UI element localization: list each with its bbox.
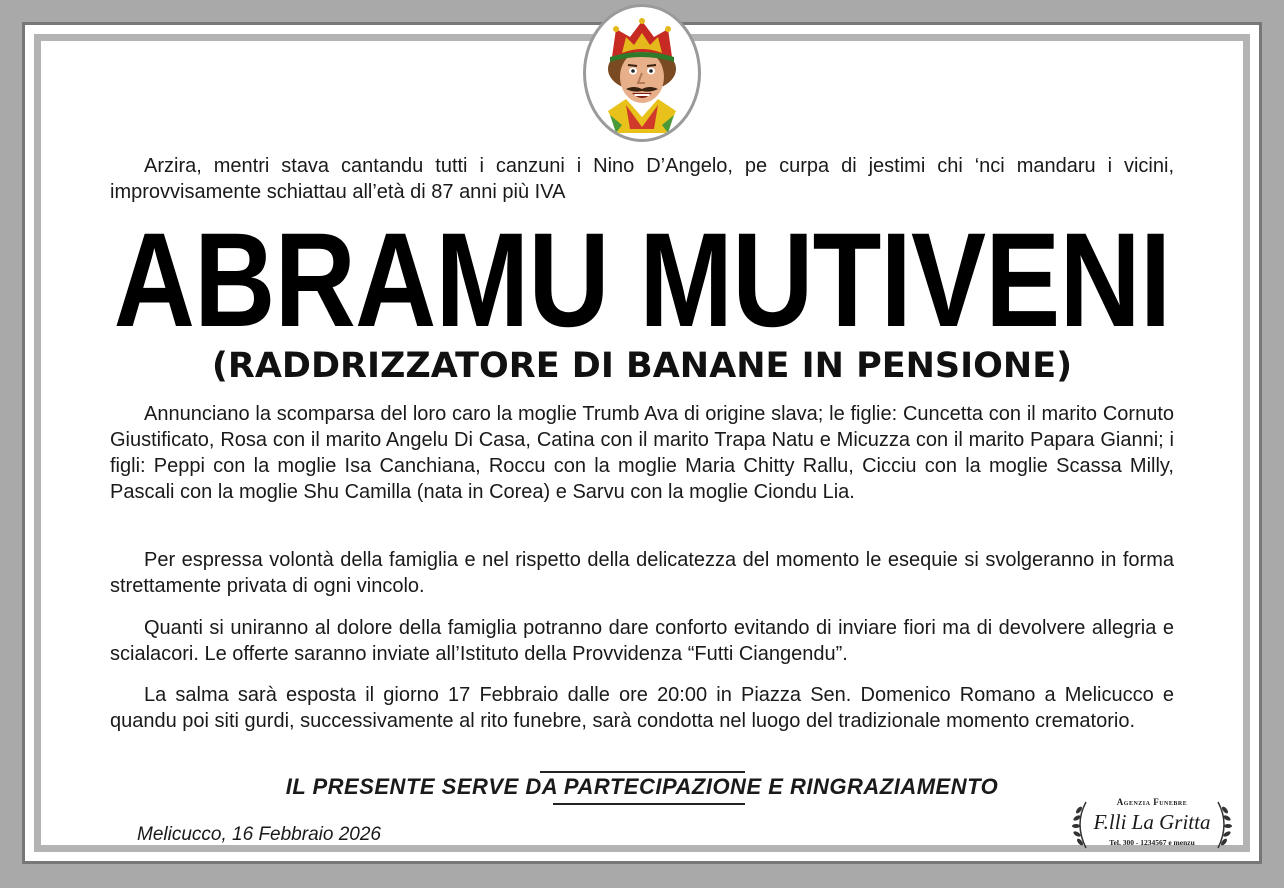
agency-name: F.lli La Gritta: [1093, 810, 1211, 834]
closing-statement: IL PRESENTE SERVE DA PARTECIPAZIONE E RINGRAZIAMENTO: [285, 774, 999, 799]
closing-rule-top: [540, 771, 745, 773]
deceased-name: ABRAMU MUTIVENI: [113, 206, 1171, 355]
agency-label: Agenzia Funebre: [1116, 797, 1188, 807]
agency-phone: Tel. 300 - 1234567 e menzu: [1109, 838, 1195, 847]
jester-portrait-icon: [583, 4, 701, 142]
dateline: Melicucco, 16 Febbraio 2026: [137, 824, 381, 845]
viewing-paragraph: La salma sarà esposta il giorno 17 Febbraio dalle ore 20:00 in Piazza Sen. Domenico Romano a Melicucco e quandu poi siti gurdi, successivamente al rito funebre, sarà condotta nel luogo del tradizionale momento crematorio.: [110, 684, 1174, 732]
deceased-role: (RADDRIZZATORE DI BANANE IN PENSIONE): [211, 346, 1073, 386]
funeral-privacy-paragraph: Per espressa volontà della famiglia e nel rispetto della delicatezza del momento le esequie si svolgeranno in forma strettamente privata di ogni vincolo.: [110, 549, 1174, 597]
closing-rule-bottom: [553, 803, 745, 805]
funeral-agency-logo: [1068, 794, 1236, 854]
intro-text: Arzira, mentri stava cantandu tutti i canzuni i Nino D’Angelo, pe curpa di jestimi chi ‘nci mandaru i vicini, improvvisamente schiattau all’età di 87 anni più IVA: [110, 155, 1174, 203]
condolences-paragraph: Quanti si uniranno al dolore della famiglia potranno dare conforto evitando di inviare fiori ma di devolvere allegria e scialacori. Le offerte saranno inviate all’Istituto della Provvidenza “Futti Ciangendu”.: [110, 617, 1174, 665]
announcement-paragraph: Annunciano la scomparsa del loro caro la moglie Trumb Ava di origine slava; le figlie: Cuncetta con il marito Cornuto Giustificato, Rosa con il marito Angelu Di Casa, Catina con il marito Trapa Natu e Micuzza con il marito Papara Gianni; i figli: Peppi con la moglie Isa Canchiana, Roccu con la moglie Maria Chitty Rallu, Cicciu con la moglie Scassa Milly, Pascali con la moglie Shu Camilla (nata in Corea) e Sarvu con la moglie Ciondu Lia.: [110, 403, 1174, 503]
